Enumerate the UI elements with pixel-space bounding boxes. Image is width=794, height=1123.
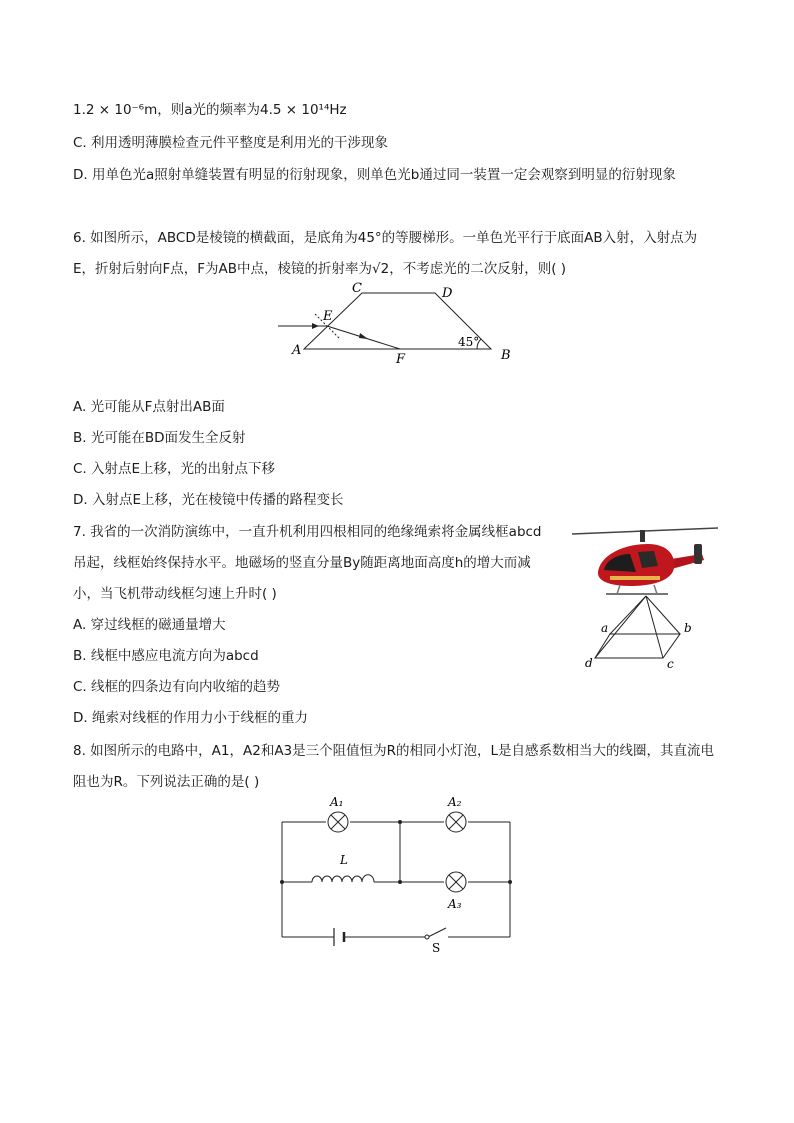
prism-figure <box>272 282 522 370</box>
switch-label: S <box>432 941 441 954</box>
lamp-a1-label: A₁ <box>330 795 344 809</box>
label-c: C <box>352 282 362 296</box>
label-a: A <box>292 343 302 358</box>
tail-fin <box>694 544 702 564</box>
helicopter-figure <box>570 522 720 672</box>
frame-label-c: c <box>667 657 674 671</box>
label-f: F <box>396 352 406 367</box>
refracted-arrowhead <box>359 333 368 339</box>
frame-label-a: a <box>601 621 609 635</box>
rope-a <box>610 596 646 634</box>
wire-frame <box>595 634 680 658</box>
lamp-a2 <box>446 812 466 832</box>
incident-arrowhead <box>312 323 319 329</box>
label-b: B <box>501 348 511 363</box>
junction-dot <box>398 880 402 884</box>
q6-stem-line2: E，折射后射向F点，F为AB中点，棱镜的折射率为√2，不考虑光的二次反射，则( ) <box>73 261 567 277</box>
q6-stem-line1: 6. 如图所示，ABCD是棱镜的横截面，是底角为45°的等腰梯形。一单色光平行于底面AB入射，入射点为 <box>73 230 698 246</box>
circuit-figure <box>270 792 520 954</box>
q7-stem-line2: 吊起，线框始终保持水平。地磁场的竖直分量By随距离地面高度h的增大而减 <box>73 555 531 571</box>
q7-option-c: C. 线框的四条边有向内收缩的趋势 <box>73 679 281 695</box>
switch-contact <box>425 935 429 939</box>
q7-stem-line1: 7. 我省的一次消防演练中，一直升机利用四根相同的绝缘绳索将金属线框abcd <box>73 524 542 540</box>
q7-option-b: B. 线框中感应电流方向为abcd <box>73 648 259 664</box>
q7-option-a: A. 穿过线框的磁通量增大 <box>73 617 226 633</box>
frame-label-b: b <box>684 621 692 635</box>
label-e: E <box>323 309 333 324</box>
q6-option-a: A. 光可能从F点射出AB面 <box>73 399 225 415</box>
q5-option-c: C. 利用透明薄膜检查元件平整度是利用光的干涉现象 <box>73 135 389 151</box>
q7-stem-line3: 小，当飞机带动线框匀速上升时( ) <box>73 586 277 602</box>
angle-label: 45° <box>458 335 480 349</box>
skid-strut-1 <box>617 585 620 594</box>
lamp-a2-label: A₂ <box>448 795 462 809</box>
coil-label: L <box>340 853 348 867</box>
lamp-a3 <box>446 872 466 892</box>
q6-option-b: B. 光可能在BD面发生全反射 <box>73 430 246 446</box>
q8-stem-line2: 阻也为R。下列说法正确的是( ) <box>73 774 260 790</box>
junction-dot <box>280 880 284 884</box>
junction-dot <box>398 820 402 824</box>
switch-lever <box>428 928 446 937</box>
skid-strut-2 <box>654 585 657 594</box>
lamp-a3-label: A₃ <box>448 897 462 911</box>
q5-option-d: D. 用单色光a照射单缝装置有明显的衍射现象，则单色光b通过同一装置一定会观察到明显的衍射现象 <box>73 167 676 183</box>
q7-option-d: D. 绳索对线框的作用力小于线框的重力 <box>73 710 308 726</box>
q5-line0: 1.2 × 10⁻⁶m，则a光的频率为4.5 × 10¹⁴Hz <box>73 102 347 118</box>
q6-option-d: D. 入射点E上移，光在棱镜中传播的路程变长 <box>73 492 344 508</box>
junction-dot <box>508 880 512 884</box>
label-d: D <box>442 286 453 301</box>
q8-stem-line1: 8. 如图所示的电路中，A1，A2和A3是三个阻值恒为R的相同小灯泡，L是自感系数相当大的线圈，其直流电 <box>73 743 715 759</box>
rotor-mast <box>640 530 645 542</box>
helicopter-stripe <box>610 576 660 580</box>
frame-label-d: d <box>585 656 593 670</box>
lamp-a1 <box>328 812 348 832</box>
inductor-coil <box>312 875 374 882</box>
q6-option-c: C. 入射点E上移，光的出射点下移 <box>73 461 276 477</box>
